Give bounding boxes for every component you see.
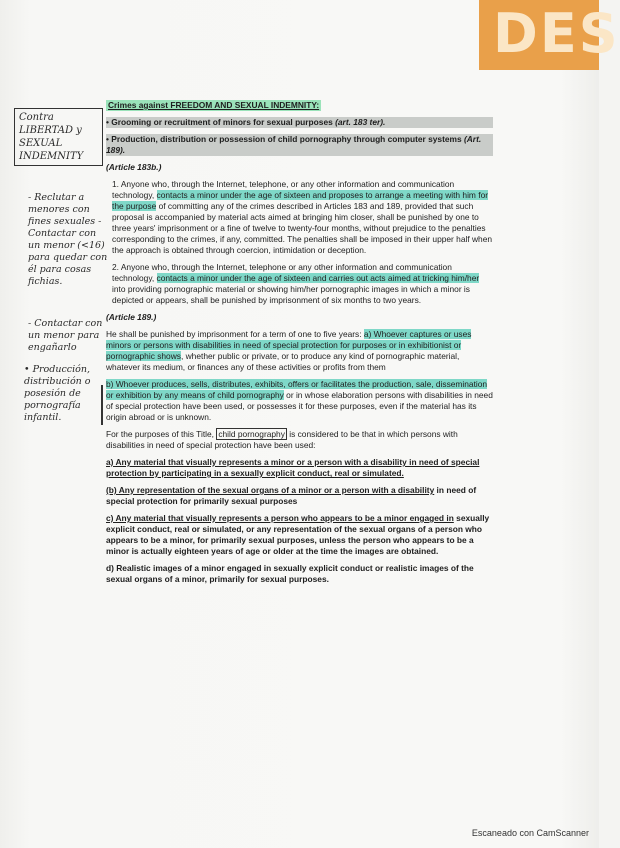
paragraph-1: 1. Anyone who, through the Internet, telephone, or any other information and communication technology, contacts a minor under the age of sixteen and proposes to arrange a meeting with him for the purpose of committing any of the crimes described in Articles 183 and 189, provided that such proposal is accompanied by material acts aimed at bringing him closer, shall be punished by one to three years' imprisonment or a fine of twelve to twenty-four months, without prejudice to the penalties corresponding to the crimes, if any, committed. The penalties shall be imposed in their upper half when the approach is obtained through coercion, intimidation or deception. xyxy=(112,179,493,255)
paragraph-5: For the purposes of this Title, child pornography is considered to be that in which persons with disabilities in need of special protection have been used: xyxy=(106,429,458,450)
section-title: Crimes against FREEDOM AND SEXUAL INDEMNITY: xyxy=(108,100,320,110)
bullet-grooming: • Grooming or recruitment of minors for sexual purposes (art. 183 ter). xyxy=(106,117,493,128)
bracket-line xyxy=(101,385,103,425)
article-189-label: (Article 189.) xyxy=(106,312,157,322)
list-item-c: c) Any material that visually represents a person who appears to be a minor engaged in sexually explicit conduct, real or simulated, or any representation of the sexual organs of a person who appears to be a minor, for primarily sexual purposes, unless the person who appears to be a minor is actually eighteen years of age or older at the time the images are obtained. xyxy=(106,513,490,556)
list-item-a: a) Any material that visually represents a minor or a person with a disability in need of special protection by participating in a sexually explicit conduct, real or simulated. xyxy=(106,457,480,478)
paragraph-4: b) Whoever produces, sells, distributes, exhibits, offers or facilitates the production, sale, dissemination or exhibition by any means of child pornography or in whose elaboration persons with disabilities in need of special protection have been used, or possesses it for these purposes, even if the material has its origin abroad or is unknown. xyxy=(106,379,493,422)
list-item-b: (b) Any representation of the sexual organs of a minor or a person with a disability in need of special protection for primarily sexual purposes xyxy=(106,485,477,506)
article-183b-label: (Article 183b.) xyxy=(106,162,162,172)
list-item-d: d) Realistic images of a minor engaged in sexually explicit conduct or realistic images of the sexual organs of a minor, primarily for sexual purposes. xyxy=(106,563,474,584)
paragraph-2: 2. Anyone who, through the Internet, telephone or any other information and communication technology, contacts a minor under the age of sixteen and carries out acts aimed at tricking him/her into providing pornographic material or showing him/her pornographic images in which a minor is depicted or appears, shall be punished by imprisonment of six months to two years. xyxy=(112,262,480,305)
margin-note-tricking: - Contactar con un menor para engañarlo xyxy=(28,318,103,353)
scanner-watermark: Escaneado con CamScanner xyxy=(471,828,589,838)
paragraph-3: He shall be punished by imprisonment for a term of one to five years: a) Whoever captures or uses minors or persons with disabilities in need of special protection for purposes or in exhibitionist or pornographic shows, whether public or private, or to produce any kind of pornographic material, whatever its medium, or finances any of these activities or profits from them xyxy=(106,329,472,372)
bullet-child-pornography: • Production, distribution or possession of child pornography through computer systems (Art. 189). xyxy=(106,134,493,156)
corner-graphic xyxy=(479,0,620,70)
document-body xyxy=(106,100,493,591)
corner-text: DES xyxy=(493,2,620,65)
margin-box-note: Contra LIBERTAD y SEXUAL INDEMNITY xyxy=(14,108,103,166)
margin-note-grooming: - Reclutar a menores con fines sexuales - Contactar con un menor (<16) para quedar con él para cosas fichias. xyxy=(28,192,108,287)
margin-note-pornography: • Producción, distribución o posesión de pornografía infantil. xyxy=(24,364,91,423)
